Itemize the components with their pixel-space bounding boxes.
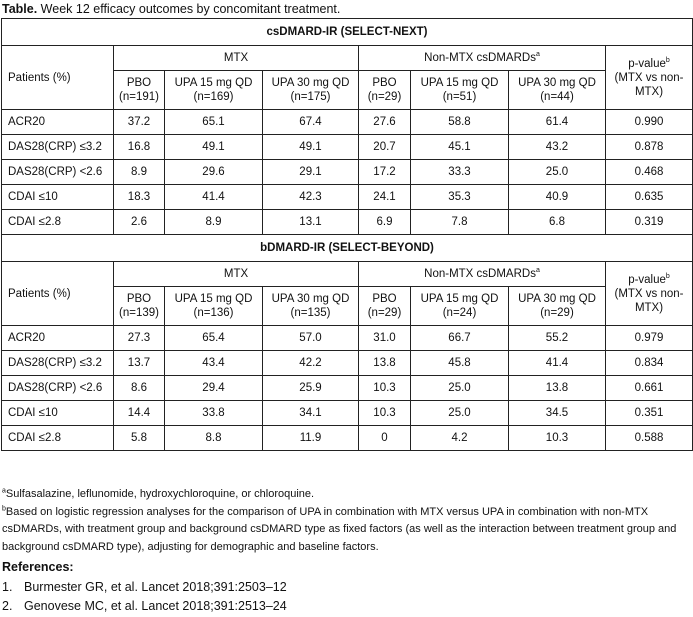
- arm-header: [165, 71, 263, 110]
- value-cell: 18.3: [114, 185, 165, 210]
- arm-name: UPA 15 mg QD: [420, 77, 499, 89]
- table-row: [2, 185, 693, 210]
- reference-number: 1.: [2, 579, 13, 594]
- value-cell: 27.3: [114, 326, 165, 351]
- footnote: [2, 504, 692, 557]
- value-cell: 6.9: [359, 210, 411, 235]
- footnote-mark: b: [665, 272, 670, 280]
- value-cell: 49.1: [263, 135, 359, 160]
- value-cell: 42.2: [263, 351, 359, 376]
- arm-header: [114, 287, 165, 326]
- outcome-label: CDAI ≤10: [2, 185, 114, 210]
- group-header-row: [2, 262, 693, 287]
- arm-n: (n=135): [290, 307, 331, 319]
- value-cell: 0.468: [606, 160, 693, 185]
- value-cell: 29.1: [263, 160, 359, 185]
- arm-name: UPA 30 mg QD: [271, 293, 350, 305]
- references: [2, 558, 287, 617]
- outcome-label: DAS28(CRP) <2.6: [2, 160, 114, 185]
- value-cell: 2.6: [114, 210, 165, 235]
- table-row: [2, 160, 693, 185]
- table-row: [2, 426, 693, 451]
- arm-header: [509, 71, 606, 110]
- value-cell: 43.4: [165, 351, 263, 376]
- value-cell: 16.8: [114, 135, 165, 160]
- value-cell: 65.1: [165, 110, 263, 135]
- value-cell: 13.1: [263, 210, 359, 235]
- value-cell: 25.0: [411, 376, 509, 401]
- value-cell: 5.8: [114, 426, 165, 451]
- value-cell: 34.1: [263, 401, 359, 426]
- mtx-group-header: MTX: [114, 262, 359, 287]
- arm-header: [411, 71, 509, 110]
- value-cell: 34.5: [509, 401, 606, 426]
- table-row: [2, 210, 693, 235]
- value-cell: 0.979: [606, 326, 693, 351]
- table-row: [2, 110, 693, 135]
- table-row: [2, 326, 693, 351]
- arm-header: [411, 287, 509, 326]
- value-cell: 0.351: [606, 401, 693, 426]
- value-cell: 58.8: [411, 110, 509, 135]
- value-cell: 10.3: [509, 426, 606, 451]
- efficacy-table: [1, 18, 693, 451]
- table-row: [2, 401, 693, 426]
- value-cell: 57.0: [263, 326, 359, 351]
- arm-n: (n=29): [540, 307, 574, 319]
- pvalue-header: [606, 46, 693, 110]
- arm-header: [359, 287, 411, 326]
- footnote-mark: b: [2, 504, 6, 512]
- table-caption: [2, 2, 340, 16]
- arm-n: (n=51): [442, 91, 477, 103]
- arm-name: PBO: [126, 293, 152, 305]
- value-cell: 31.0: [359, 326, 411, 351]
- value-cell: 43.2: [509, 135, 606, 160]
- value-cell: 7.8: [411, 210, 509, 235]
- arm-n: (n=29): [367, 307, 402, 319]
- outcome-label: ACR20: [2, 326, 114, 351]
- outcome-label: DAS28(CRP) <2.6: [2, 376, 114, 401]
- value-cell: 0.661: [606, 376, 693, 401]
- value-cell: 8.6: [114, 376, 165, 401]
- value-cell: 14.4: [114, 401, 165, 426]
- arm-n: (n=29): [367, 91, 402, 103]
- value-cell: 8.9: [114, 160, 165, 185]
- value-cell: 10.3: [359, 401, 411, 426]
- nonmtx-group-header: [359, 46, 606, 71]
- value-cell: 0.319: [606, 210, 693, 235]
- value-cell: 41.4: [509, 351, 606, 376]
- table-row: [2, 351, 693, 376]
- value-cell: 0.990: [606, 110, 693, 135]
- outcome-label: CDAI ≤10: [2, 401, 114, 426]
- arm-header: [114, 71, 165, 110]
- reference-item: [2, 578, 287, 598]
- value-cell: 8.9: [165, 210, 263, 235]
- value-cell: 65.4: [165, 326, 263, 351]
- value-cell: 13.8: [359, 351, 411, 376]
- nonmtx-label: Non-MTX csDMARDs: [424, 52, 536, 64]
- value-cell: 67.4: [263, 110, 359, 135]
- pvalue-header: [606, 262, 693, 326]
- outcome-label: ACR20: [2, 110, 114, 135]
- value-cell: 6.8: [509, 210, 606, 235]
- value-cell: 4.2: [411, 426, 509, 451]
- value-cell: 11.9: [263, 426, 359, 451]
- section-header-row: [2, 19, 693, 46]
- footnote-text: Sulfasalazine, leflunomide, hydroxychloroquine, or chloroquine.: [5, 488, 315, 500]
- mtx-group-header: MTX: [114, 46, 359, 71]
- value-cell: 40.9: [509, 185, 606, 210]
- arm-header: [359, 71, 411, 110]
- value-cell: 33.3: [411, 160, 509, 185]
- value-cell: 41.4: [165, 185, 263, 210]
- outcome-label: DAS28(CRP) ≤3.2: [2, 351, 114, 376]
- value-cell: 49.1: [165, 135, 263, 160]
- arm-name: PBO: [372, 293, 397, 305]
- value-cell: 25.0: [411, 401, 509, 426]
- value-cell: 33.8: [165, 401, 263, 426]
- arm-n: (n=136): [193, 307, 234, 319]
- outcome-label: DAS28(CRP) ≤3.2: [2, 135, 114, 160]
- caption-text: Week 12 efficacy outcomes by concomitant treatment.: [37, 2, 341, 16]
- arm-header: [263, 71, 359, 110]
- arm-name: UPA 30 mg QD: [518, 77, 596, 89]
- patients-header: Patients (%): [2, 262, 114, 326]
- arm-n: (n=24): [442, 307, 477, 319]
- caption-label: Table.: [2, 2, 38, 16]
- pvalue-label: p-value: [628, 57, 666, 70]
- arm-name: UPA 30 mg QD: [518, 293, 596, 305]
- reference-text: Burmester GR, et al. Lancet 2018;391:2503–12: [24, 579, 287, 594]
- arm-header: [263, 287, 359, 326]
- value-cell: 61.4: [509, 110, 606, 135]
- value-cell: 29.4: [165, 376, 263, 401]
- reference-text: Genovese MC, et al. Lancet 2018;391:2513–24: [24, 599, 287, 613]
- footnote-mark: b: [665, 56, 670, 64]
- table-row: [2, 376, 693, 401]
- value-cell: 10.3: [359, 376, 411, 401]
- outcome-label: CDAI ≤2.8: [2, 426, 114, 451]
- group-header-row: [2, 46, 693, 71]
- value-cell: 25.0: [509, 160, 606, 185]
- arm-header: [165, 287, 263, 326]
- value-cell: 24.1: [359, 185, 411, 210]
- arm-n: (n=139): [119, 307, 159, 319]
- value-cell: 17.2: [359, 160, 411, 185]
- arm-name: UPA 30 mg QD: [271, 77, 350, 89]
- reference-number: 2.: [2, 599, 13, 613]
- value-cell: 8.8: [165, 426, 263, 451]
- pvalue-label: p-value: [628, 273, 666, 286]
- arm-n: (n=175): [290, 91, 331, 103]
- footnotes: [2, 486, 692, 556]
- value-cell: 0.588: [606, 426, 693, 451]
- footnote: [2, 486, 692, 504]
- value-cell: 35.3: [411, 185, 509, 210]
- section-title: bDMARD-IR (SELECT-BEYOND): [2, 235, 693, 262]
- value-cell: 13.8: [509, 376, 606, 401]
- arm-n: (n=169): [193, 91, 234, 103]
- footnote-mark: a: [2, 487, 6, 495]
- pvalue-sublabel: (MTX vs non-MTX): [614, 287, 684, 314]
- arm-name: UPA 15 mg QD: [420, 293, 499, 305]
- arm-n: (n=44): [540, 91, 574, 103]
- arm-header: [509, 287, 606, 326]
- arm-name: UPA 15 mg QD: [174, 293, 253, 305]
- value-cell: 45.8: [411, 351, 509, 376]
- references-heading: References:: [2, 560, 74, 574]
- footnote-mark: a: [535, 51, 540, 59]
- value-cell: 0.635: [606, 185, 693, 210]
- pvalue-sublabel: (MTX vs non-MTX): [614, 71, 684, 98]
- value-cell: 13.7: [114, 351, 165, 376]
- value-cell: 66.7: [411, 326, 509, 351]
- value-cell: 25.9: [263, 376, 359, 401]
- value-cell: 45.1: [411, 135, 509, 160]
- arm-name: UPA 15 mg QD: [174, 77, 253, 89]
- value-cell: 0.834: [606, 351, 693, 376]
- footnote-mark: a: [535, 267, 540, 275]
- arm-name: PBO: [372, 77, 397, 89]
- value-cell: 29.6: [165, 160, 263, 185]
- arm-n: (n=191): [119, 91, 159, 103]
- footnote-text: Based on logistic regression analyses for the comparison of UPA in combination with MTX versus UPA in combination with non-MTX csDMARDs, with treatment group and background csDMARD type as fixed factors (as well as the interaction between treatment group and background csDMARD type), adjusting for demographic and baseline factors.: [2, 505, 677, 553]
- section-title: csDMARD-IR (SELECT-NEXT): [2, 19, 693, 46]
- nonmtx-group-header: [359, 262, 606, 287]
- value-cell: 20.7: [359, 135, 411, 160]
- value-cell: 37.2: [114, 110, 165, 135]
- value-cell: 42.3: [263, 185, 359, 210]
- value-cell: 27.6: [359, 110, 411, 135]
- value-cell: 55.2: [509, 326, 606, 351]
- outcome-label: CDAI ≤2.8: [2, 210, 114, 235]
- table-row: [2, 135, 693, 160]
- value-cell: 0.878: [606, 135, 693, 160]
- arm-name: PBO: [126, 77, 152, 89]
- value-cell: 0: [359, 426, 411, 451]
- patients-header: Patients (%): [2, 46, 114, 110]
- nonmtx-label: Non-MTX csDMARDs: [424, 268, 536, 280]
- section-header-row: [2, 235, 693, 262]
